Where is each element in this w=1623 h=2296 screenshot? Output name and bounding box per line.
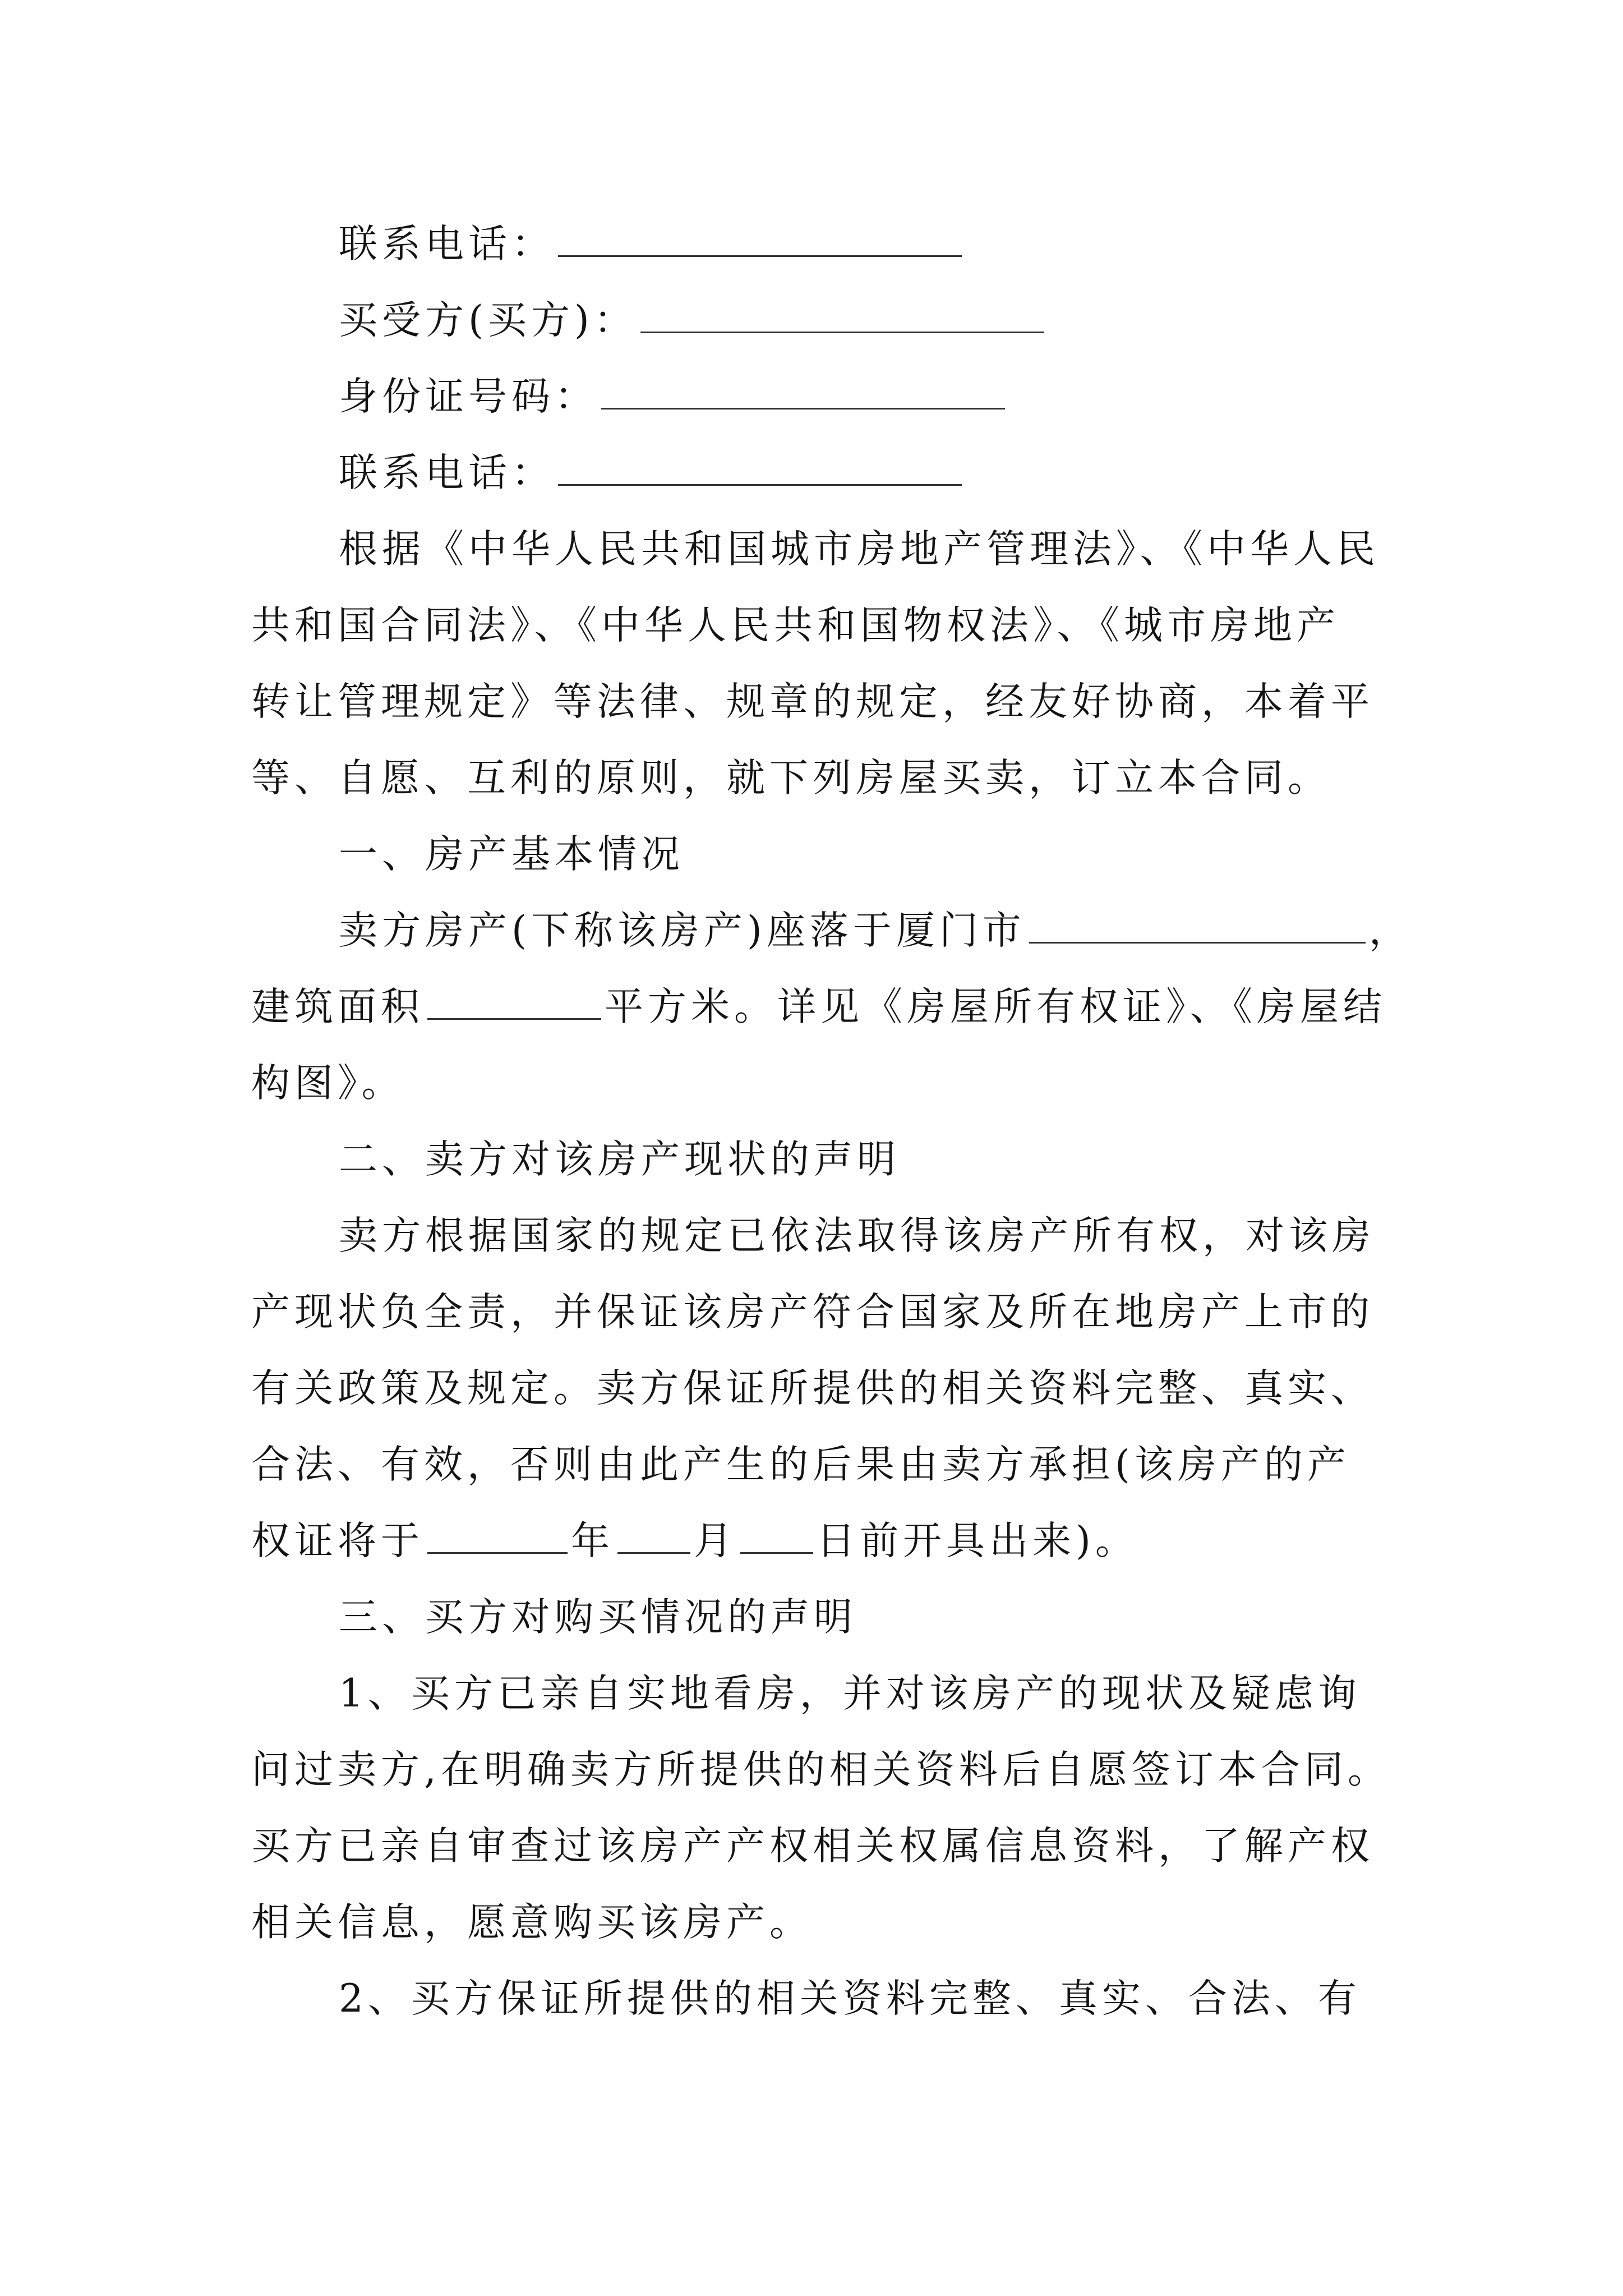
section3-line-4: 相关信息，愿意购买该房产。 [251, 1900, 813, 1945]
month-label: 月 [694, 1519, 737, 1563]
section2-line-1: 卖方根据国家的规定已依法取得该房产所有权，对该房 [339, 1213, 1375, 1258]
section2-line-5 [251, 1510, 1138, 1572]
section1-line-2 [251, 976, 1386, 1038]
buyer-line [339, 289, 1048, 351]
buyer-label: 买受方(买方)： [339, 298, 637, 343]
section3-line-5: 2、买方保证所提供的相关资料完整、真实、合法、有 [339, 1976, 1361, 2021]
intro-line-1: 根据《中华人民共和国城市房地产管理法》、《中华人民 [339, 527, 1380, 572]
buyer-id-label: 身份证号码： [339, 374, 598, 419]
cert-text: 权证将于 [251, 1519, 424, 1563]
section1-title: 一、房产基本情况 [339, 832, 684, 877]
year-label: 年 [571, 1519, 614, 1563]
intro-line-4: 等、自愿、互利的原则，就下列房屋买卖，订立本合同。 [251, 756, 1331, 800]
seller-phone-line [339, 213, 965, 275]
buyer-phone-line [339, 442, 965, 504]
buyer-id-blank [601, 369, 1005, 409]
intro-line-2: 共和国合同法》、《中华人民共和国物权法》、《城市房地产 [251, 603, 1340, 648]
day-suffix: 日前开具出来)。 [817, 1519, 1138, 1563]
seller-phone-label: 联系电话： [339, 222, 555, 266]
section3-title: 三、买方对购买情况的声明 [339, 1595, 857, 1640]
buyer-phone-blank [558, 445, 962, 486]
section3-line-2: 问过卖方,在明确卖方所提供的相关资料后自愿签订本合同。 [251, 1747, 1391, 1792]
month-blank [617, 1513, 690, 1554]
location-blank [1029, 903, 1366, 944]
section2-line-4: 合法、有效，否则由此产生的后果由卖方承担(该房产的产 [251, 1442, 1350, 1487]
section2-line-2: 产现状负全责，并保证该房产符合国家及所在地房产上市的 [251, 1290, 1374, 1335]
day-blank [740, 1513, 813, 1554]
buyer-phone-label: 联系电话： [339, 450, 555, 495]
year-blank [427, 1513, 568, 1554]
section3-line-1: 1、买方已亲自实地看房，并对该房产的现状及疑虑询 [339, 1671, 1361, 1716]
section1-line-3: 构图》。 [251, 1061, 405, 1106]
section2-line-3: 有关政策及规定。卖方保证所提供的相关资料完整、真实、 [251, 1366, 1374, 1411]
seller-phone-blank [558, 216, 962, 257]
section1-line-1 [339, 900, 1412, 961]
section2-title: 二、卖方对该房产现状的声明 [339, 1137, 900, 1182]
buyer-id-line [339, 366, 1008, 427]
buyer-blank [640, 292, 1044, 333]
area-label: 建筑面积 [251, 984, 424, 1029]
section3-line-3: 买方已亲自审查过该房产产权相关权属信息资料，了解产权 [251, 1824, 1374, 1869]
location-text: 卖方房产(下称该房产)座落于厦门市 [339, 908, 1026, 953]
location-comma: ， [1368, 908, 1412, 953]
intro-line-3: 转让管理规定》等法律、规章的规定，经友好协商，本着平 [251, 679, 1374, 724]
area-blank [427, 979, 601, 1020]
area-suffix: 平方米。详见《房屋所有权证》、《房屋结 [605, 984, 1386, 1029]
